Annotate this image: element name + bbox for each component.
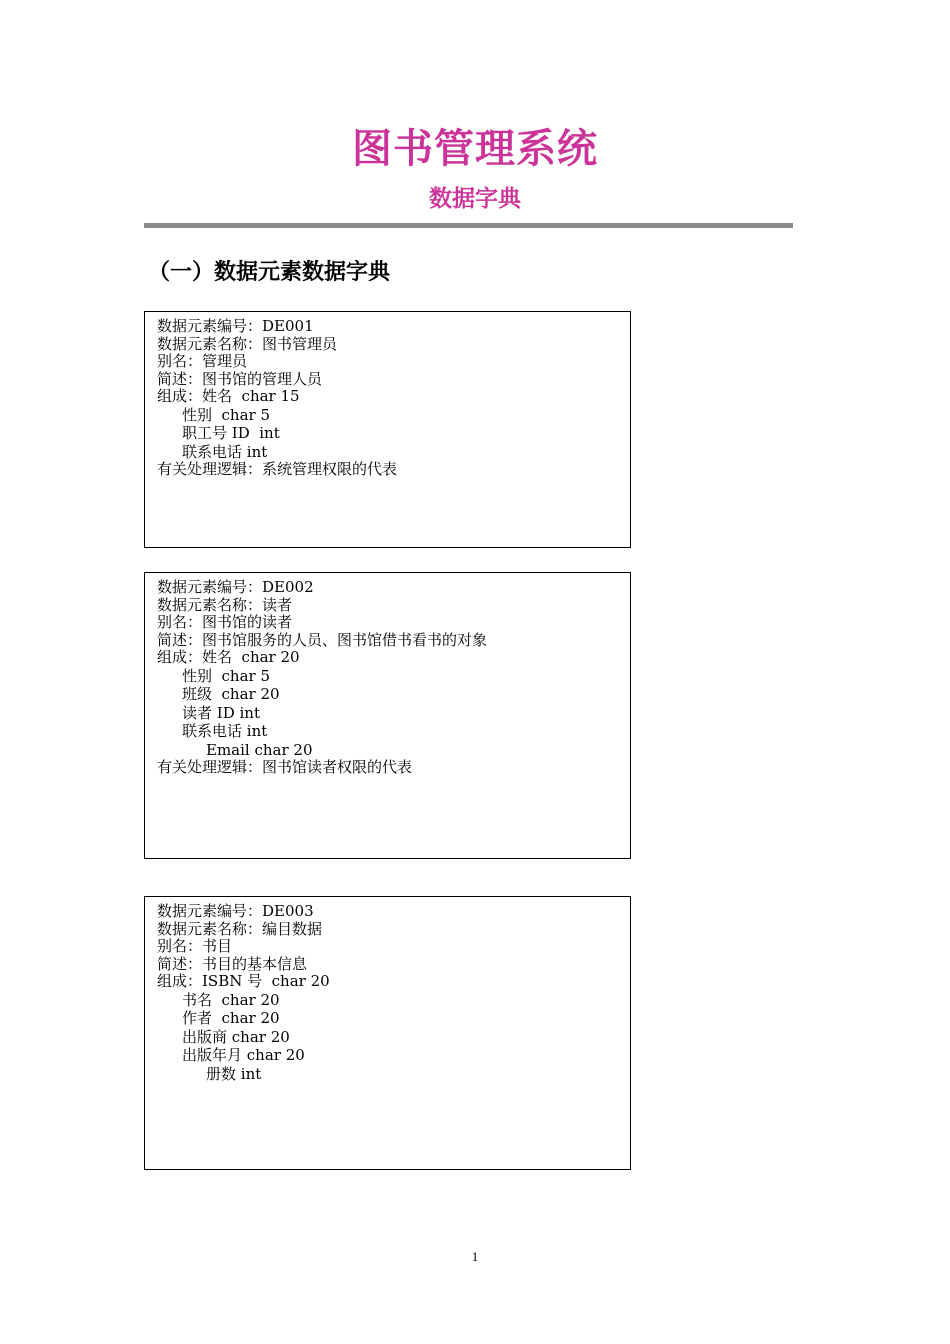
box-line: 出版年月 char 20 [182, 1046, 305, 1065]
box-line: 别名：管理员 [157, 352, 248, 370]
box-line: 有关处理逻辑：图书馆读者权限的代表 [157, 758, 413, 777]
box-line: 数据元素编号：DE002 [157, 578, 314, 596]
page-number: 1 [471, 1249, 479, 1264]
box-line: 性别 char 5 [182, 405, 271, 424]
document-title: 图书管理系统 [352, 126, 598, 172]
box-line: 简述：图书馆的管理人员 [157, 369, 323, 388]
data-element-box-de002 [144, 572, 631, 859]
box-line: 书名 char 20 [182, 990, 280, 1009]
box-line: 数据元素名称：图书管理员 [157, 334, 338, 353]
box-line: 读者 ID int [182, 703, 260, 722]
box-line: 联系电话 int [182, 722, 268, 741]
box-line: 组成：姓名 char 20 [157, 648, 300, 666]
box-line: 组成：ISBN 号 char 20 [157, 972, 330, 990]
box-line: 性别 char 5 [182, 666, 271, 685]
box-line: 数据元素名称：编目数据 [157, 919, 323, 938]
box-line: 数据元素名称：读者 [157, 595, 293, 614]
box-line: 班级 char 20 [182, 685, 280, 704]
document-subtitle: 数据字典 [429, 186, 521, 212]
box-line: 简述：图书馆服务的人员、图书馆借书看书的对象 [157, 630, 488, 649]
box-line: 有关处理逻辑：系统管理权限的代表 [157, 460, 398, 479]
box-line: 作者 char 20 [182, 1009, 280, 1028]
section-heading: （一）数据元素数据字典 [148, 260, 391, 285]
box-line: 数据元素编号：DE003 [157, 902, 314, 920]
box-line: 联系电话 int [182, 442, 268, 461]
data-element-box-de001 [144, 311, 631, 548]
box-line: 职工号 ID int [182, 424, 280, 443]
box-line: 册数 int [206, 1064, 262, 1083]
box-line: 出版商 char 20 [182, 1027, 290, 1046]
title-divider [144, 223, 793, 228]
box-line: Email char 20 [206, 740, 313, 759]
data-element-box-de003 [144, 896, 631, 1170]
box-line: 数据元素编号：DE001 [157, 317, 314, 335]
box-line: 简述：书目的基本信息 [157, 954, 308, 973]
box-line: 别名：书目 [157, 937, 233, 955]
box-line: 组成：姓名 char 15 [157, 387, 300, 405]
box-line: 别名：图书馆的读者 [157, 613, 293, 631]
